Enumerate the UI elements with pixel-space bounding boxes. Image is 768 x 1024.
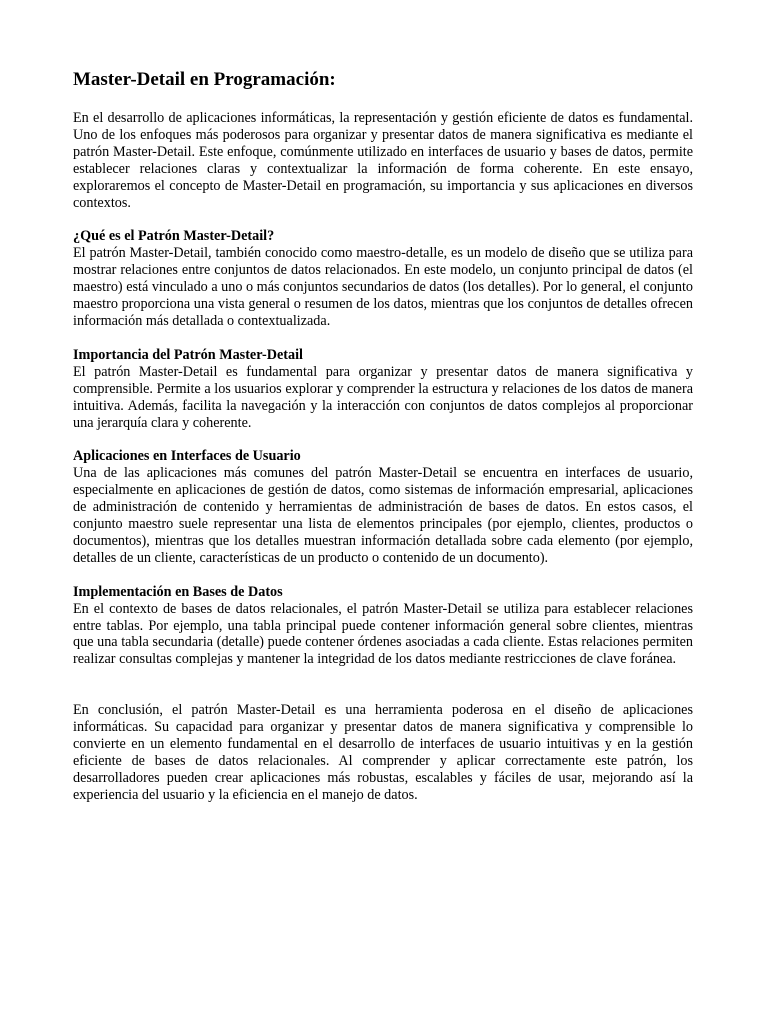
section-body: Una de las aplicaciones más comunes del patrón Master-Detail se encuentra en interfaces de usuario, especialmente en aplicaciones de gestión de datos, como sistemas de información empresarial, aplicaciones de administración de contenido y herramientas de administración de bases de datos. En estos casos, el conjunto maestro suele representar una lista de elementos principales (por ejemplo, clientes, productos o documentos), mientras que los detalles muestran información detallada sobre cada elemento (por ejemplo, detalles de un cliente, características de un producto o contenido de un documento). (73, 465, 693, 566)
section-what-is (73, 228, 693, 329)
section-body: En el contexto de bases de datos relacionales, el patrón Master-Detail se utiliza para establecer relaciones entre tablas. Por ejemplo, una tabla principal puede contener información general sobre clientes, mientras que una tabla secundaria (detalle) puede contener órdenes asociadas a cada cliente. Estas relaciones permiten realizar consultas complejas y mantener la integridad de los datos mediante restricciones de clave foránea. (73, 600, 693, 668)
section-heading: Importancia del Patrón Master-Detail (73, 346, 303, 363)
document-page (73, 68, 693, 804)
section-heading: ¿Qué es el Patrón Master-Detail? (73, 228, 275, 245)
section-heading: Aplicaciones en Interfaces de Usuario (73, 448, 301, 465)
document-title: Master-Detail en Programación: (73, 69, 336, 90)
section-body: El patrón Master-Detail, también conocido como maestro-detalle, es un modelo de diseño que se utiliza para mostrar relaciones entre conjuntos de datos relacionados. En este modelo, un conjunto principal de datos (el maestro) está vinculado a uno o más conjuntos secundarios de datos (los detalles). Por lo general, el conjunto maestro proporciona una vista general o resumen de los datos, mientras que los conjuntos de detalles ofrecen información más detallada o contextualizada. (73, 245, 693, 329)
section-database-implementation (73, 584, 693, 669)
section-body: El patrón Master-Detail es fundamental para organizar y presentar datos de manera significativa y comprensible. Permite a los usuarios explorar y comprender la estructura y relaciones de los datos de manera intuitiva. Además, facilita la navegación y la interacción con conjuntos de datos complejos al proporcionar una jerarquía clara y coherente. (73, 363, 693, 431)
conclusion-paragraph: En conclusión, el patrón Master-Detail es una herramienta poderosa en el diseño de aplicaciones informáticas. Su capacidad para organizar y presentar datos de manera significativa y comprensible lo convierte en un elemento fundamental en el desarrollo de interfaces de usuario intuitivas y en la gestión eficiente de bases de datos relacionales. Al comprender y aplicar correctamente este patrón, los desarrolladores pueden crear aplicaciones más robustas, escalables y fáciles de usar, mejorando así la experiencia del usuario y la eficiencia en el manejo de datos. (73, 702, 693, 803)
intro-paragraph: En el desarrollo de aplicaciones informáticas, la representación y gestión eficiente de datos es fundamental. Uno de los enfoques más poderosos para organizar y presentar datos de manera significativa es mediante el patrón Master-Detail. Este enfoque, comúnmente utilizado en interfaces de usuario y bases de datos, permite establecer relaciones claras y contextualizar la información de forma coherente. En este ensayo, exploraremos el concepto de Master-Detail en programación, su importancia y sus aplicaciones en diversos contextos. (73, 110, 693, 211)
conclusion (73, 702, 693, 803)
section-ui-applications (73, 448, 693, 566)
section-importance (73, 347, 693, 432)
section-heading: Implementación en Bases de Datos (73, 583, 283, 600)
